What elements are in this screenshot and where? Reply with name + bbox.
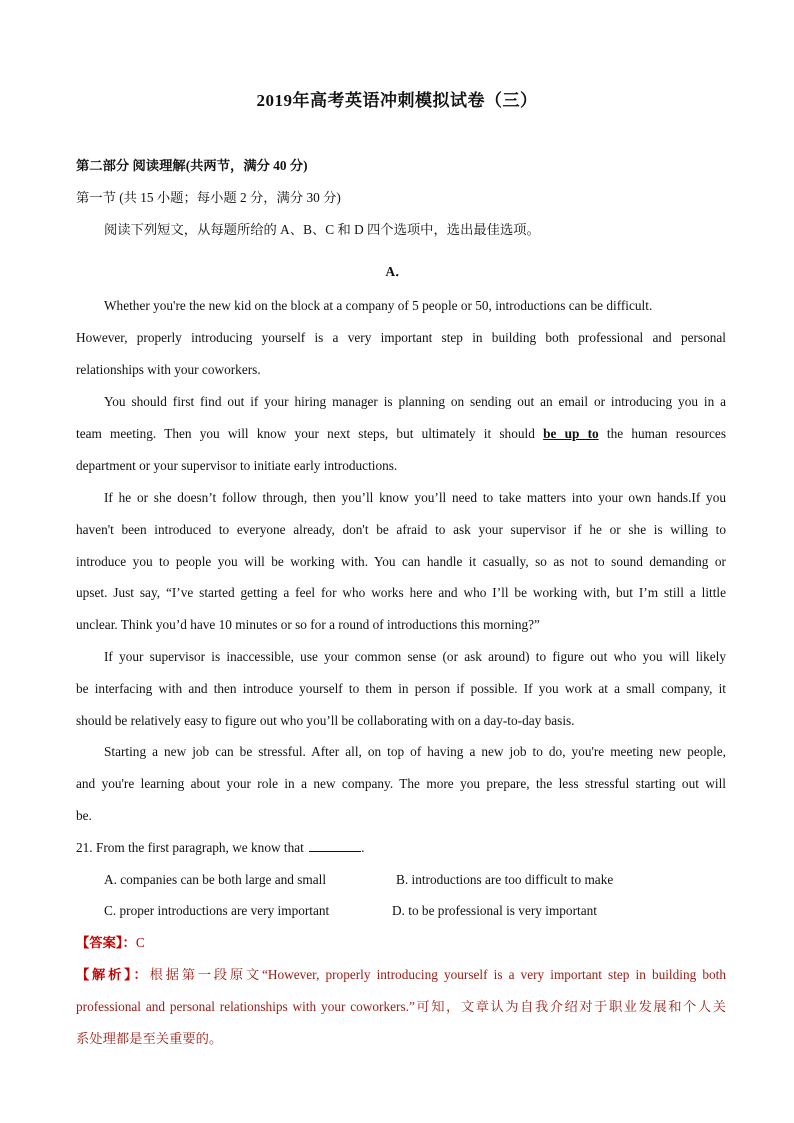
passage-line: haven't been introduced to everyone already, don't be afraid to ask your supervisor if he or she is willing to [76,522,726,537]
option-a: A. companies can be both large and small [104,872,327,887]
passage-line: If he or she doesn’t follow through, then you’ll know you’ll need to take matters into your own hands.If you [104,490,726,505]
passage-line: be. [76,808,92,823]
underlined-phrase: be up to [543,426,599,441]
passage-line: be interfacing with and then introduce yourself to them in person if possible. If you work at a small company, it [76,681,726,696]
passage-line: should be relatively easy to figure out who you’ll be collaborating with on a day-to-day basis. [76,713,575,728]
passage-line: Whether you're the new kid on the block at a company of 5 people or 50, introductions can be difficult. [104,298,653,313]
explanation-label: 【解析】： [76,967,150,982]
option-b: B. introductions are too difficult to make [396,872,614,887]
passage-line: upset. Just say, “I’ve started getting a feel for who works here and who I’ll be working with, but I’m still a little [76,585,726,600]
passage-line: and you're learning about your role in a new company. The more you prepare, the less stressful starting out will [76,776,726,791]
answer-value: C [135,935,145,950]
answer-blank [309,838,361,852]
passage-text: the human resources [598,426,726,441]
question-stem [76,838,726,858]
passage-line: introduce you to people you will be working with. You can handle it casually, so as not to sound demanding or [76,554,726,569]
explanation-text: 根据第一段原文“However, properly introducing yourself is a very important step in building both [149,967,726,982]
exam-title: 2019年高考英语冲刺模拟试卷（三） [256,91,538,110]
passage-line: Starting a new job can be stressful. After all, on top of having a new job to do, you're meeting new people, [104,744,726,759]
part-heading: 第二部分 阅读理解(共两节，满分 40 分) [76,158,308,173]
explanation-line: 系处理都是至关重要的。 [76,1031,223,1046]
passage-label: A． [385,264,409,279]
passage-line: unclear. Think you’d have 10 minutes or so for a round of introductions this morning?” [76,617,540,632]
explanation-line [76,965,726,985]
passage-line: relationships with your coworkers. [76,362,261,377]
answer-label: 【答案】： [76,935,136,950]
answer-line [76,933,726,953]
passage-line: If your supervisor is inaccessible, use your common sense (or ask around) to figure out who you will likely [104,649,726,664]
option-d: D. to be professional is very important [392,903,597,918]
question-stem-end: . [361,840,365,855]
explanation-line: professional and personal relationships with your coworkers.”可知，文章认为自我介绍对于职业发展和个人关 [76,999,726,1014]
passage-line: You should first find out if your hiring manager is planning on sending out an email or introducing you in a [104,394,726,409]
instruction-text: 阅读下列短文，从每题所给的 A、B、C 和 D 四个选项中，选出最佳选项。 [104,222,540,237]
option-c: C. proper introductions are very important [104,903,330,918]
passage-line: department or your supervisor to initiate early introductions. [76,458,398,473]
passage-line [76,424,726,444]
passage-line: However, properly introducing yourself is a very important step in building both professional and personal [76,330,726,345]
passage-text: team meeting. Then you will know your next steps, but ultimately it should [76,426,544,441]
section-heading: 第一节 (共 15 小题；每小题 2 分，满分 30 分) [76,190,341,205]
question-stem-text: 21. From the first paragraph, we know that [76,840,304,855]
